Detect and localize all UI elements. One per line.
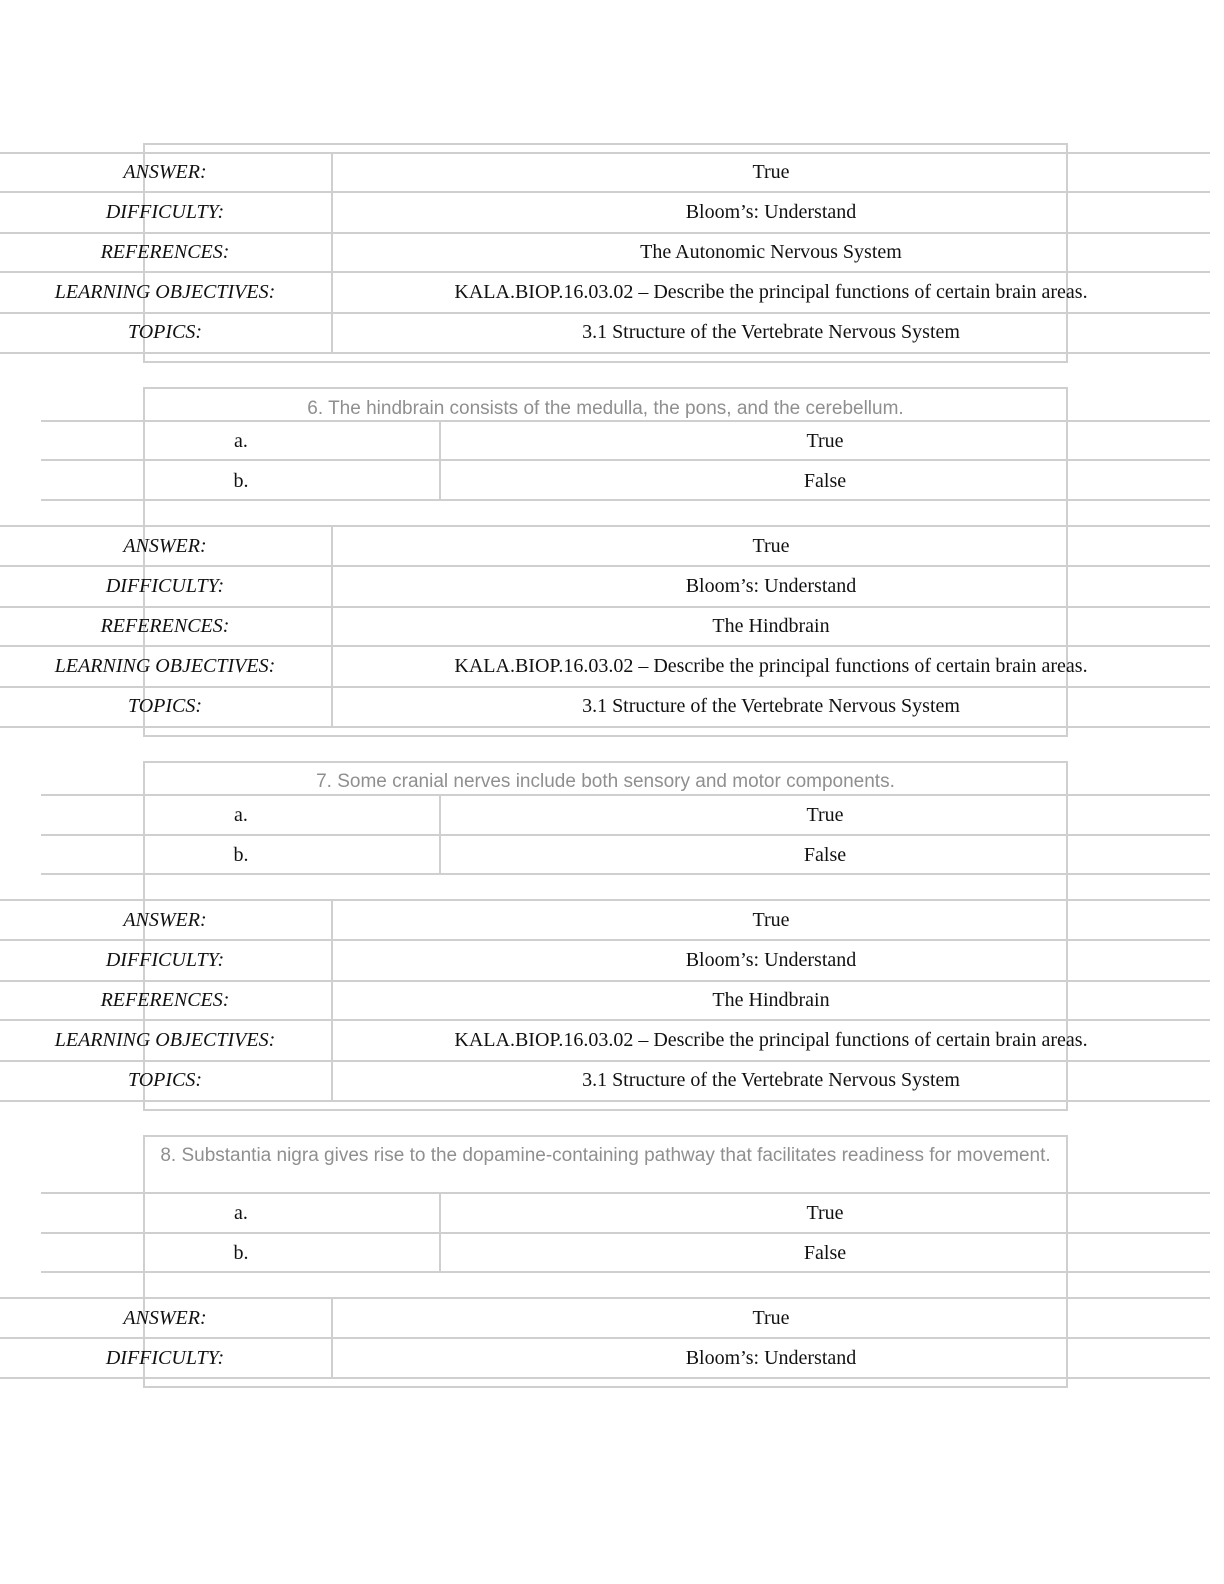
row-divider (0, 1337, 1210, 1339)
row-divider (0, 312, 1210, 314)
learning-objectives-label: LEARNING OBJECTIVES: (54, 281, 276, 303)
row-divider (0, 525, 1210, 527)
topics-value: 3.1 Structure of the Vertebrate Nervous System (582, 321, 960, 343)
row-divider (41, 1192, 1210, 1194)
answer-value: True (752, 535, 790, 557)
question-7-text: 7. Some cranial nerves include both sensory and motor components. (316, 771, 895, 792)
row-divider (0, 726, 1210, 728)
references-value: The Autonomic Nervous System (640, 241, 902, 263)
option-a-text[interactable]: True (806, 430, 844, 452)
row-divider (0, 980, 1210, 982)
answer-value: True (752, 161, 790, 183)
topics-label: TOPICS: (127, 321, 203, 343)
references-value: The Hindbrain (712, 989, 830, 1011)
row-divider (0, 352, 1210, 354)
row-divider (0, 939, 1210, 941)
row-divider (41, 459, 1210, 461)
row-divider (0, 191, 1210, 193)
difficulty-label: DIFFICULTY: (105, 1347, 225, 1369)
difficulty-value: Bloom’s: Understand (685, 1347, 857, 1369)
difficulty-label: DIFFICULTY: (105, 201, 225, 223)
row-divider (0, 232, 1210, 234)
option-b-text[interactable]: False (803, 844, 847, 866)
references-label: REFERENCES: (100, 989, 230, 1011)
row-divider (41, 873, 1210, 875)
option-a-letter: a. (234, 430, 248, 452)
difficulty-value: Bloom’s: Understand (685, 949, 857, 971)
learning-objectives-value: KALA.BIOP.16.03.02 – Describe the principal functions of certain brain areas. (454, 281, 1088, 303)
row-divider (0, 1060, 1210, 1062)
row-divider (41, 1232, 1210, 1234)
learning-objectives-value: KALA.BIOP.16.03.02 – Describe the principal functions of certain brain areas. (454, 1029, 1088, 1051)
row-divider (0, 152, 1210, 154)
difficulty-label: DIFFICULTY: (105, 575, 225, 597)
references-value: The Hindbrain (712, 615, 830, 637)
question-6-text: 6. The hindbrain consists of the medulla, the pons, and the cerebellum. (307, 398, 904, 419)
question-8-text: 8. Substantia nigra gives rise to the dopamine-containing pathway that facilitates readiness for movement. (160, 1145, 1051, 1166)
option-a-text[interactable]: True (806, 1202, 844, 1224)
difficulty-value: Bloom’s: Understand (685, 201, 857, 223)
references-label: REFERENCES: (100, 615, 230, 637)
topics-value: 3.1 Structure of the Vertebrate Nervous System (582, 695, 960, 717)
topics-label: TOPICS: (127, 695, 203, 717)
topics-label: TOPICS: (127, 1069, 203, 1091)
option-b-letter: b. (233, 1242, 249, 1264)
answer-label: ANSWER: (123, 1307, 207, 1329)
row-divider (0, 1377, 1210, 1379)
answer-label: ANSWER: (123, 535, 207, 557)
row-divider (0, 1019, 1210, 1021)
row-divider (41, 499, 1210, 501)
row-divider (41, 420, 1210, 422)
row-divider (0, 271, 1210, 273)
option-a-text[interactable]: True (806, 804, 844, 826)
row-divider (41, 1271, 1210, 1273)
option-b-text[interactable]: False (803, 1242, 847, 1264)
row-divider (0, 565, 1210, 567)
difficulty-value: Bloom’s: Understand (685, 575, 857, 597)
row-divider (41, 794, 1210, 796)
option-a-letter: a. (234, 804, 248, 826)
row-divider (0, 1100, 1210, 1102)
topics-value: 3.1 Structure of the Vertebrate Nervous System (582, 1069, 960, 1091)
answer-value: True (752, 909, 790, 931)
option-b-letter: b. (233, 844, 249, 866)
option-b-letter: b. (233, 470, 249, 492)
difficulty-label: DIFFICULTY: (105, 949, 225, 971)
row-divider (0, 1297, 1210, 1299)
row-divider (0, 899, 1210, 901)
option-b-text[interactable]: False (803, 470, 847, 492)
row-divider (41, 834, 1210, 836)
row-divider (0, 645, 1210, 647)
answer-value: True (752, 1307, 790, 1329)
learning-objectives-value: KALA.BIOP.16.03.02 – Describe the principal functions of certain brain areas. (454, 655, 1088, 677)
option-a-letter: a. (234, 1202, 248, 1224)
answer-label: ANSWER: (123, 909, 207, 931)
row-divider (0, 686, 1210, 688)
learning-objectives-label: LEARNING OBJECTIVES: (54, 1029, 276, 1051)
row-divider (0, 606, 1210, 608)
learning-objectives-label: LEARNING OBJECTIVES: (54, 655, 276, 677)
answer-label: ANSWER: (123, 161, 207, 183)
references-label: REFERENCES: (100, 241, 230, 263)
